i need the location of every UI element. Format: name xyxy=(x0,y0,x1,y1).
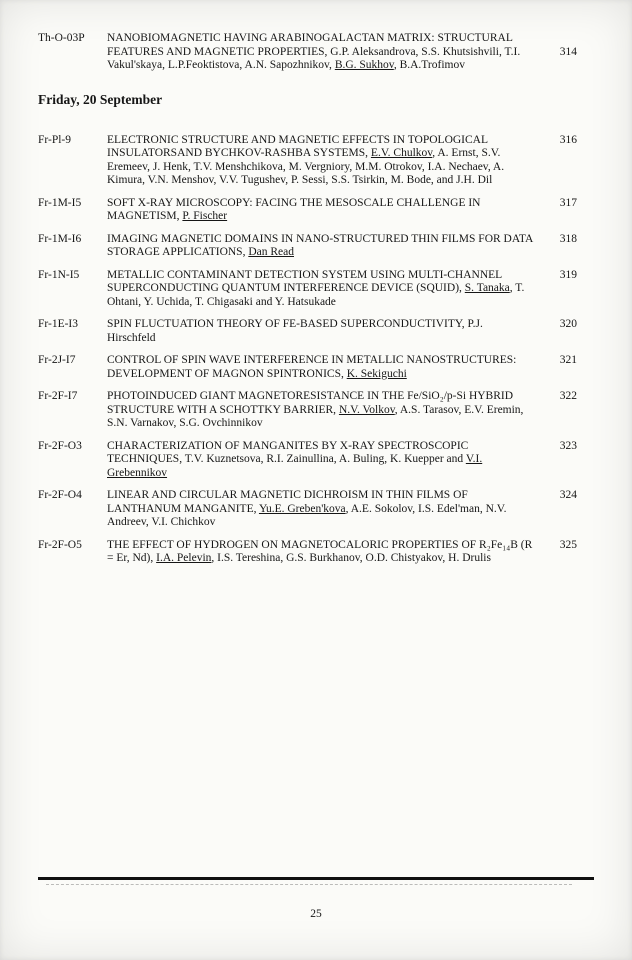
toc-entry xyxy=(38,539,594,566)
footer-rule xyxy=(38,877,594,880)
entry-code: Fr-1M-I6 xyxy=(38,232,82,245)
underlined-author: Yu.E. Greben'kova xyxy=(258,502,346,515)
entry-title-authors: CONTROL OF SPIN WAVE INTERFERENCE IN METALLIC NANOSTRUCTURES: DEVELOPMENT OF MAGNON SPINTRONICS, K. Sekiguchi xyxy=(107,354,517,380)
toc-entry xyxy=(38,134,594,188)
entry-code: Fr-2F-O3 xyxy=(38,439,82,452)
underlined-author: N.V. Volkov xyxy=(338,403,395,416)
entry-code: Fr-Pl-9 xyxy=(38,133,71,146)
entry-page-number: 317 xyxy=(559,196,577,209)
toc-entry xyxy=(38,233,594,260)
toc-entry xyxy=(38,32,594,73)
toc-entry xyxy=(38,269,594,310)
entry-page-number: 323 xyxy=(559,439,577,452)
toc-content xyxy=(38,32,594,575)
entry-title-authors: LINEAR AND CIRCULAR MAGNETIC DICHROISM IN THIN FILMS OF LANTHANUM MANGANITE, Yu.E. Greben'kova, A.E. Sokolov, I.S. Edel'man, N.V. Andreev, V.I. Chichkov xyxy=(107,489,507,528)
entry-title-authors: IMAGING MAGNETIC DOMAINS IN NANO-STRUCTURED THIN FILMS FOR DATA STORAGE APPLICATIONS, Dan Read xyxy=(107,232,533,258)
entry-title-authors: THE EFFECT OF HYDROGEN ON MAGNETOCALORIC PROPERTIES OF R₂Fe₁₄B (R = Er, Nd), I.A. Pelevin, I.S. Tereshina, G.S. Burkhanov, O.D. Chistyakov, H. Drulis xyxy=(107,538,533,564)
entry-page-number: 319 xyxy=(559,268,577,281)
entry-page-number: 314 xyxy=(559,45,577,58)
entry-title-authors: METALLIC CONTAMINANT DETECTION SYSTEM USING MULTI-CHANNEL SUPERCONDUCTING QUANTUM INTERFERENCE DEVICE (SQUID), S. Tanaka, T. Ohtani, Y. Uchida, T. Chigasaki and Y. Hatsukade xyxy=(107,268,525,308)
entry-title-authors: SOFT X-RAY MICROSCOPY: FACING THE MESOSCALE CHALLENGE IN MAGNETISM, P. Fischer xyxy=(107,196,481,222)
toc-entry xyxy=(38,489,594,530)
entry-title-authors: ELECTRONIC STRUCTURE AND MAGNETIC EFFECTS IN TOPOLOGICAL INSULATORSAND BYCHKOV-RASHBA SYSTEMS, E.V. Chulkov, A. Ernst, S.V. Eremeev, J. Henk, T.V. Menshchikova, M. Vergniory, M.M. Otrokov, I.A. Nechaev, A. Kimura, V.N. Menshov, V.V. Tugushev, P. Sessi, S.S. Tsirkin, M. Bode, and J.H. Dil xyxy=(107,133,505,186)
underlined-author: P. Fischer xyxy=(182,210,228,222)
entry-title-authors: NANOBIOMAGNETIC HAVING ARABINOGALACTAN MATRIX: STRUCTURAL FEATURES AND MAGNETIC PROPERTIES, G.P. Aleksandrova, S.S. Khutsishvili, T.I. Vakul'skaya, L.P.Feoktistova, A.N. Sapozhnikov, B.G. Sukhov, B.A.Trofimov xyxy=(107,32,521,71)
toc-list-thursday xyxy=(38,32,594,73)
entry-title-authors: PHOTOINDUCED GIANT MAGNETORESISTANCE IN THE Fe/SiO₂/p-Si HYBRID STRUCTURE WITH A SCHOTTKY BARRIER, N.V. Volkov, A.S. Tarasov, E.V. Eremin, S.N. Varnakov, S.G. Ovchinnikov xyxy=(107,390,524,429)
entry-title-authors: CHARACTERIZATION OF MANGANITES BY X-RAY SPECTROSCOPIC TECHNIQUES, T.V. Kuznetsova, R.I. Zainullina, A. Buling, K. Kuepper and V.I. Grebennikov xyxy=(107,439,483,479)
underlined-author: Dan Read xyxy=(248,246,294,258)
entry-page-number: 321 xyxy=(559,354,577,366)
entry-page-number: 324 xyxy=(559,489,577,501)
underlined-author: I.A. Pelevin xyxy=(156,552,212,564)
entry-page-number: 325 xyxy=(559,538,577,551)
underlined-author: B.G. Sukhov xyxy=(334,59,394,71)
entry-page-number: 318 xyxy=(559,232,577,245)
entry-title-authors: SPIN FLUCTUATION THEORY OF FE-BASED SUPERCONDUCTIVITY, P.J. Hirschfeld xyxy=(107,318,483,344)
entry-code: Fr-2F-O4 xyxy=(38,489,82,501)
toc-entry xyxy=(38,390,594,431)
footer-rule-artifact xyxy=(46,884,572,885)
toc-list-friday xyxy=(38,134,594,566)
entry-page-number: 320 xyxy=(559,318,577,330)
entry-code: Th-O-03P xyxy=(38,32,85,44)
underlined-author: V.I. Grebennikov xyxy=(107,453,483,479)
entry-code: Fr-2J-I7 xyxy=(38,354,76,366)
page-number: 25 xyxy=(310,908,322,920)
toc-entry xyxy=(38,197,594,224)
entry-page-number: 322 xyxy=(559,390,577,402)
entry-code: Fr-1E-I3 xyxy=(38,318,79,330)
underlined-author: S. Tanaka xyxy=(464,282,510,294)
toc-entry xyxy=(38,354,594,381)
entry-code: Fr-1N-I5 xyxy=(38,268,80,281)
section-heading: Friday, 20 September xyxy=(38,91,163,107)
toc-entry xyxy=(38,318,594,345)
toc-entry xyxy=(38,440,594,481)
underlined-author: E.V. Chulkov xyxy=(370,147,433,159)
entry-code: Fr-2F-I7 xyxy=(38,390,78,402)
entry-code: Fr-1M-I5 xyxy=(38,196,82,209)
entry-code: Fr-2F-O5 xyxy=(38,538,82,551)
entry-page-number: 316 xyxy=(559,133,577,146)
underlined-author: K. Sekiguchi xyxy=(346,367,407,380)
